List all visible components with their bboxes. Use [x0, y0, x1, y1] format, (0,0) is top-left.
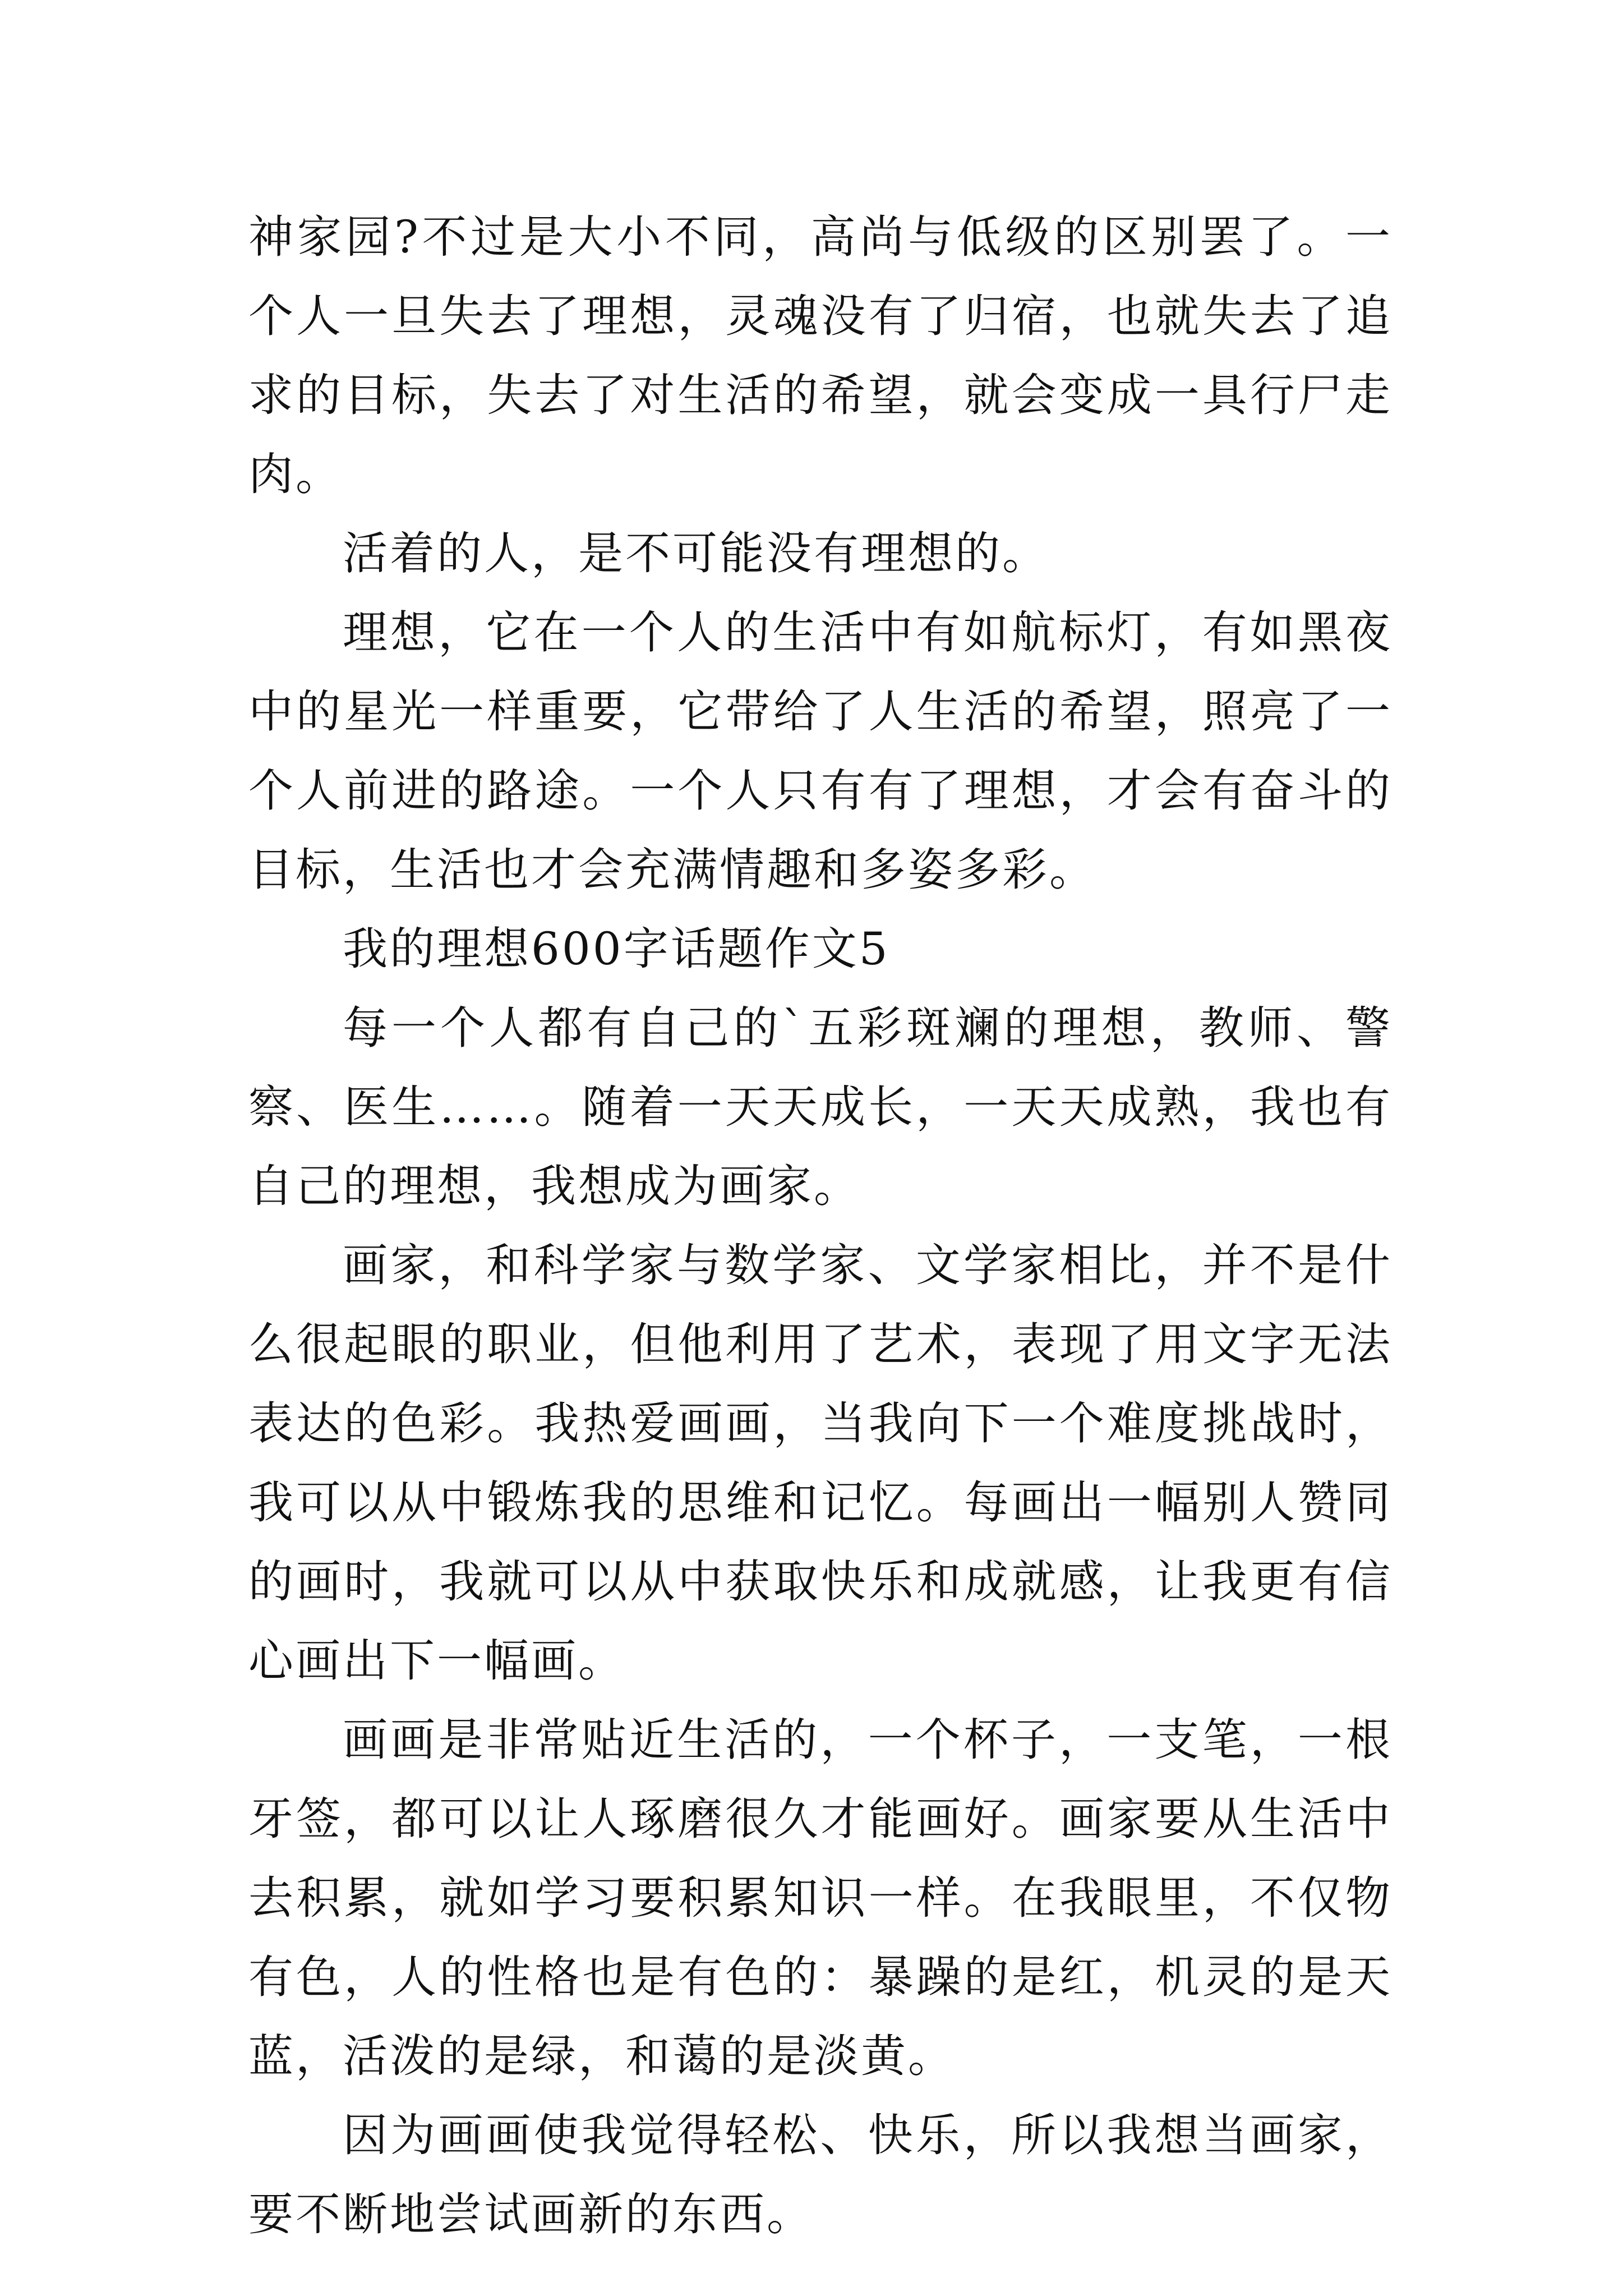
section-heading: 我的理想600字话题作文5	[343, 923, 890, 975]
paragraph-1: 神家园?不过是大小不同，高尚与低级的区别罢了。一个人一旦失去了理想，灵魂没有了归宿，也就失去了追求的目标，失去了对生活的希望，就会变成一具行尸走肉。	[248, 211, 1393, 500]
paragraph-4: 每一个人都有自己的`五彩斑斓的理想，教师、警察、医生……。随着一天天成长，一天天成熟，我也有自己的理想，我想成为画家。	[248, 1002, 1393, 1212]
document-body	[248, 197, 1393, 2254]
paragraph-5: 画家，和科学家与数学家、文学家相比，并不是什么很起眼的职业，但他利用了艺术，表现了用文字无法表达的色彩。我热爱画画，当我向下一个难度挑战时，我可以从中锻炼我的思维和记忆。每画出一幅别人赞同的画时，我就可以从中获取快乐和成就感，让我更有信心画出下一幅画。	[248, 1239, 1393, 1687]
paragraph-3: 理想，它在一个人的生活中有如航标灯，有如黑夜中的星光一样重要，它带给了人生活的希望，照亮了一个人前进的路途。一个人只有有了理想，才会有奋斗的目标，生活也才会充满情趣和多姿多彩。	[248, 606, 1393, 896]
paragraph-6: 画画是非常贴近生活的，一个杯子，一支笔，一根牙签，都可以让人琢磨很久才能画好。画家要从生活中去积累，就如学习要积累知识一样。在我眼里，不仅物有色，人的性格也是有色的：暴躁的是红，机灵的是天蓝，活泼的是绿，和蔼的是淡黄。	[248, 1714, 1393, 2082]
paragraph-2: 活着的人，是不可能没有理想的。	[343, 527, 1049, 579]
paragraph-7: 因为画画使我觉得轻松、快乐，所以我想当画家，要不断地尝试画新的东西。	[248, 2109, 1393, 2240]
